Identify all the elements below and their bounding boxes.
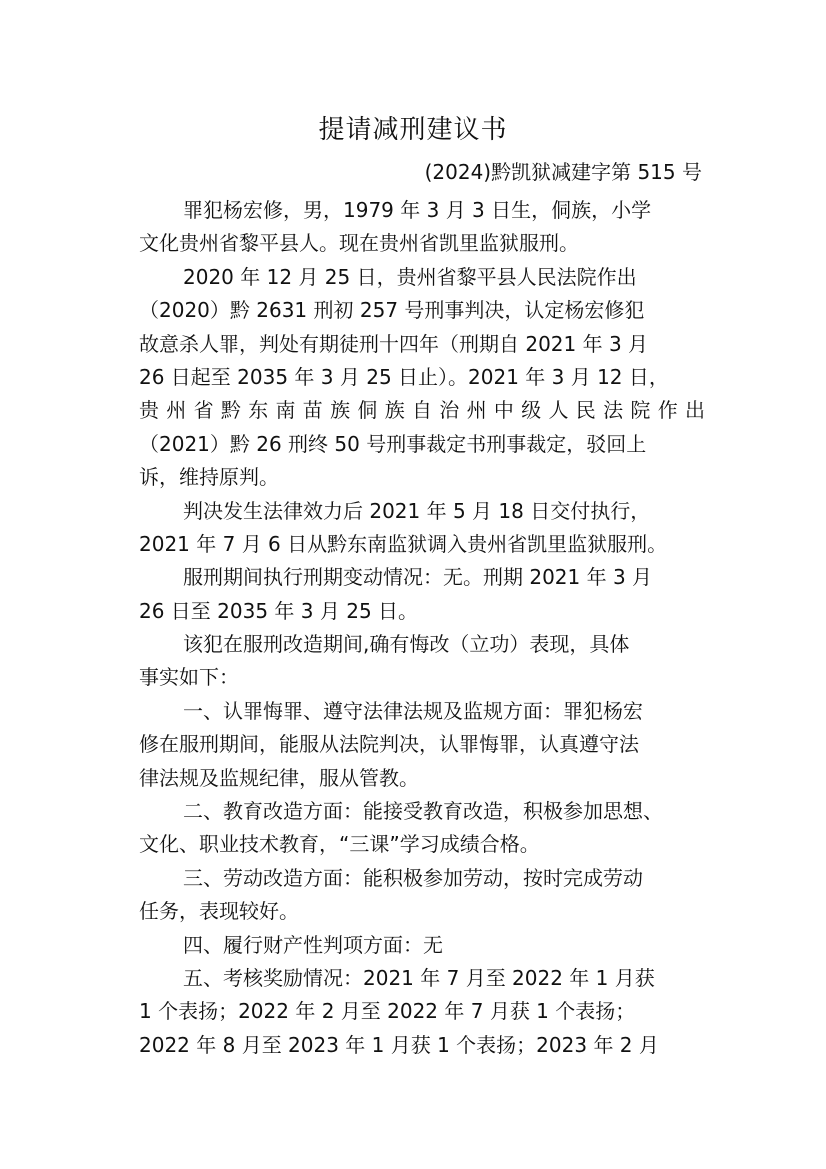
paragraph-line: 2022 年 8 月至 2023 年 1 月获 1 个表扬；2023 年 2 月 (139, 1032, 659, 1057)
paragraph-line: 文化、职业技术教育，“三课”学习成绩合格。 (139, 832, 540, 857)
document-title: 提请减刑建议书 (318, 115, 508, 145)
paragraph-line: 二、教育改造方面：能接受教育改造，积极参加思想、 (183, 799, 663, 824)
paragraph-line: 任务，表现较好。 (139, 899, 299, 924)
paragraph-line: 文化贵州省黎平县人。现在贵州省凯里监狱服刑。 (139, 231, 579, 256)
document-number: (2024)黔凯狱减建字第 515 号 (424, 160, 702, 184)
paragraph-line: 贵州省黔东南苗族侗族自治州中级人民法院作出 (139, 398, 705, 423)
paragraph-line: 一、认罪悔罪、遵守法律法规及监规方面：罪犯杨宏 (183, 698, 643, 723)
paragraph-line: 修在服刑期间，能服从法院判决，认罪悔罪，认真遵守法 (139, 732, 639, 757)
paragraph-line: （2020）黔 2631 刑初 257 号刑事判决，认定杨宏修犯 (139, 298, 645, 323)
paragraph-line: 律法规及监规纪律，服从管教。 (139, 765, 419, 790)
document-body (139, 194, 705, 1062)
paragraph-line: （2021）黔 26 刑终 50 号刑事裁定书刑事裁定，驳回上 (139, 431, 647, 456)
paragraph-line: 26 日起至 2035 年 3 月 25 日止）。2021 年 3 月 12 日， (139, 364, 669, 389)
paragraph-line: 三、劳动改造方面：能积极参加劳动，按时完成劳动 (183, 865, 643, 890)
paragraph-line: 判决发生法律效力后 2021 年 5 月 18 日交付执行， (183, 498, 651, 523)
paragraph-line: 罪犯杨宏修，男，1979 年 3 月 3 日生，侗族，小学 (183, 198, 652, 222)
paragraph-line: 诉，维持原判。 (139, 465, 279, 490)
paragraph-line: 1 个表扬；2022 年 2 月至 2022 年 7 月获 1 个表扬； (139, 999, 636, 1024)
paragraph-line: 故意杀人罪，判处有期徒刑十四年（刑期自 2021 年 3 月 (139, 331, 649, 356)
paragraph-line: 2021 年 7 月 6 日从黔东南监狱调入贵州省凯里监狱服刑。 (139, 531, 668, 556)
paragraph-line: 事实如下： (139, 665, 239, 690)
paragraph-line: 该犯在服刑改造期间,确有悔改（立功）表现，具体 (183, 632, 630, 657)
paragraph-line: 五、考核奖励情况：2021 年 7 月至 2022 年 1 月获 (183, 965, 655, 990)
paragraph-line: 26 日至 2035 年 3 月 25 日。 (139, 598, 419, 623)
paragraph-line: 2020 年 12 月 25 日，贵州省黎平县人民法院作出 (183, 264, 637, 289)
paragraph-line: 四、履行财产性判项方面：无 (183, 932, 443, 957)
paragraph-line: 服刑期间执行刑期变动情况：无。刑期 2021 年 3 月 (183, 565, 653, 590)
